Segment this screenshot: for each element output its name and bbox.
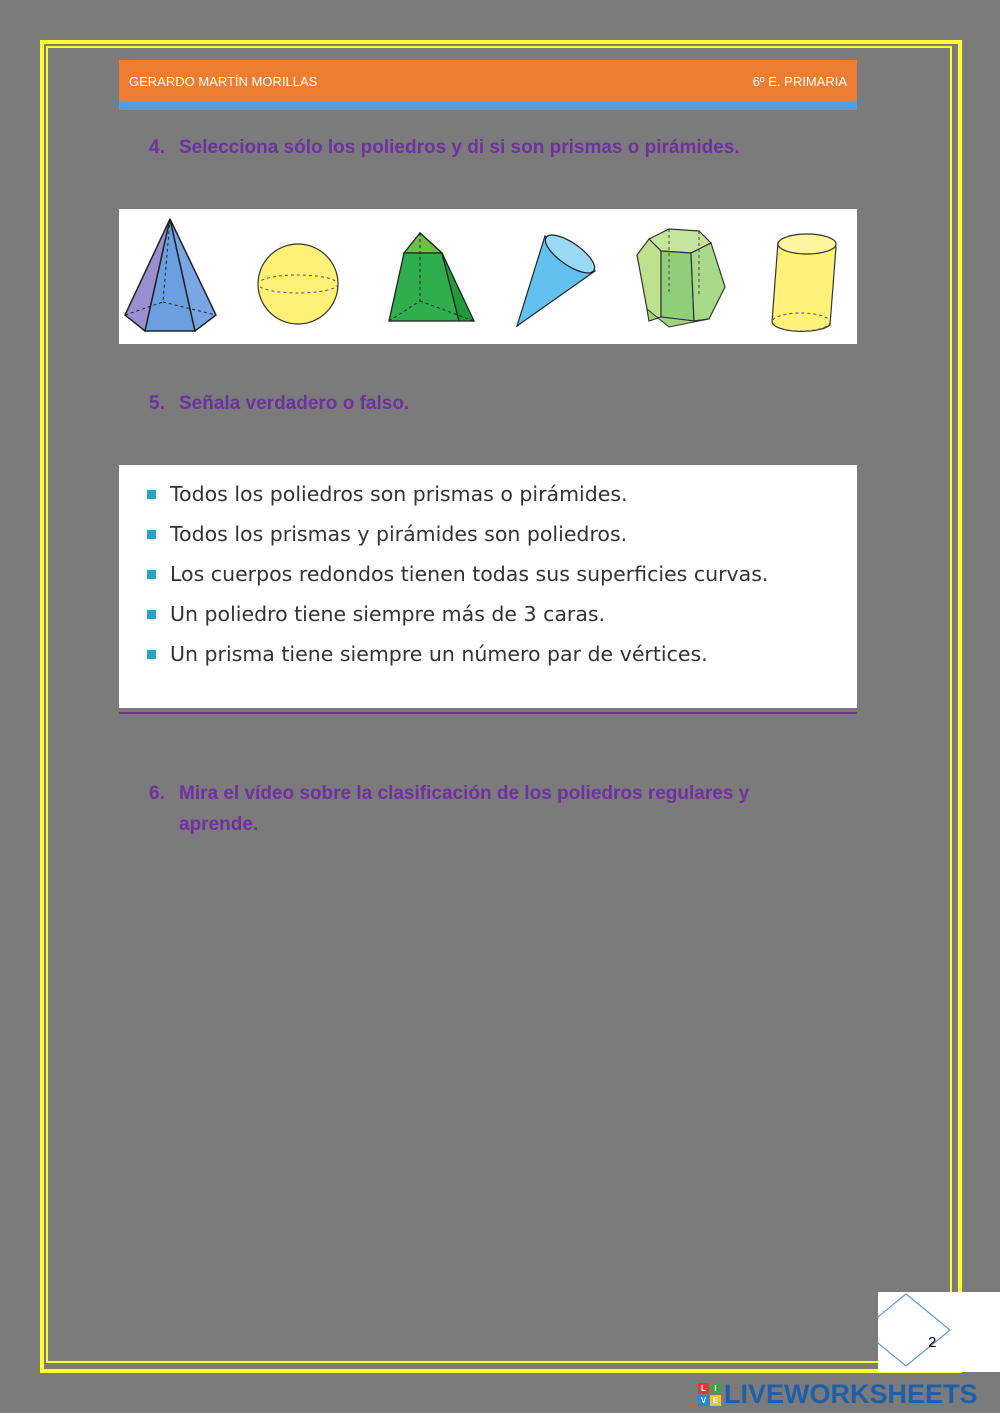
question-text: Mira el vídeo sobre la clasificación de los poliedros regulares y	[179, 783, 750, 804]
statement-item[interactable]	[147, 474, 857, 514]
statement-item[interactable]	[147, 594, 857, 634]
page-header	[119, 60, 857, 102]
liveworksheets-brand[interactable]	[698, 1378, 978, 1410]
question-4	[149, 137, 740, 159]
statement-text: Un prisma tiene siempre un número par de vértices.	[170, 642, 708, 666]
square-bullet-icon	[147, 650, 156, 659]
statement-item[interactable]	[147, 554, 857, 594]
header-grade: 6º E. PRIMARIA	[752, 73, 847, 89]
question-text: Selecciona sólo los poliedros y di si son prismas o pirámides.	[179, 137, 740, 158]
diamond-icon	[878, 1292, 1000, 1372]
question-number: 5.	[149, 393, 165, 414]
statements-list	[119, 465, 857, 674]
statement-text: Un poliedro tiene siempre más de 3 caras.	[170, 602, 606, 626]
liveworksheets-logo-icon	[698, 1383, 721, 1406]
question-6	[149, 778, 855, 840]
header-stripe	[119, 102, 857, 110]
square-bullet-icon	[147, 530, 156, 539]
cone-icon[interactable]	[509, 209, 609, 344]
question-number: 4.	[149, 137, 165, 158]
square-bullet-icon	[147, 610, 156, 619]
section-divider	[119, 712, 857, 714]
logo-letter: E	[710, 1395, 721, 1406]
question-text-continuation: aprende.	[179, 814, 259, 835]
statement-text: Los cuerpos redondos tienen todas sus superficies curvas.	[170, 562, 769, 586]
logo-letter: L	[698, 1383, 709, 1394]
statement-text: Todos los poliedros son prismas o pirámides.	[170, 482, 628, 506]
hexagonal-prism-icon[interactable]	[629, 209, 739, 344]
statement-item[interactable]	[147, 634, 857, 674]
cylinder-icon[interactable]	[764, 209, 854, 344]
statement-text: Todos los prismas y pirámides son poliedros.	[170, 522, 628, 546]
square-bullet-icon	[147, 490, 156, 499]
question-number: 6.	[149, 783, 165, 804]
question-text: Señala verdadero o falso.	[179, 393, 410, 414]
header-author: GERARDO MARTÍN MORILLAS	[129, 73, 318, 89]
square-bullet-icon	[147, 570, 156, 579]
question-5	[149, 393, 409, 415]
statement-item[interactable]	[147, 514, 857, 554]
shapes-image	[119, 209, 857, 344]
page-number: 2	[928, 1334, 937, 1351]
brand-name: LIVEWORKSHEETS	[724, 1378, 978, 1409]
statements-box	[119, 465, 857, 708]
sphere-icon[interactable]	[254, 209, 344, 344]
triangular-prism-icon[interactable]	[384, 209, 484, 344]
page-number-box	[878, 1292, 1000, 1372]
pentagonal-pyramid-icon[interactable]	[121, 209, 221, 344]
logo-letter: I	[710, 1383, 721, 1394]
logo-letter: V	[698, 1395, 709, 1406]
